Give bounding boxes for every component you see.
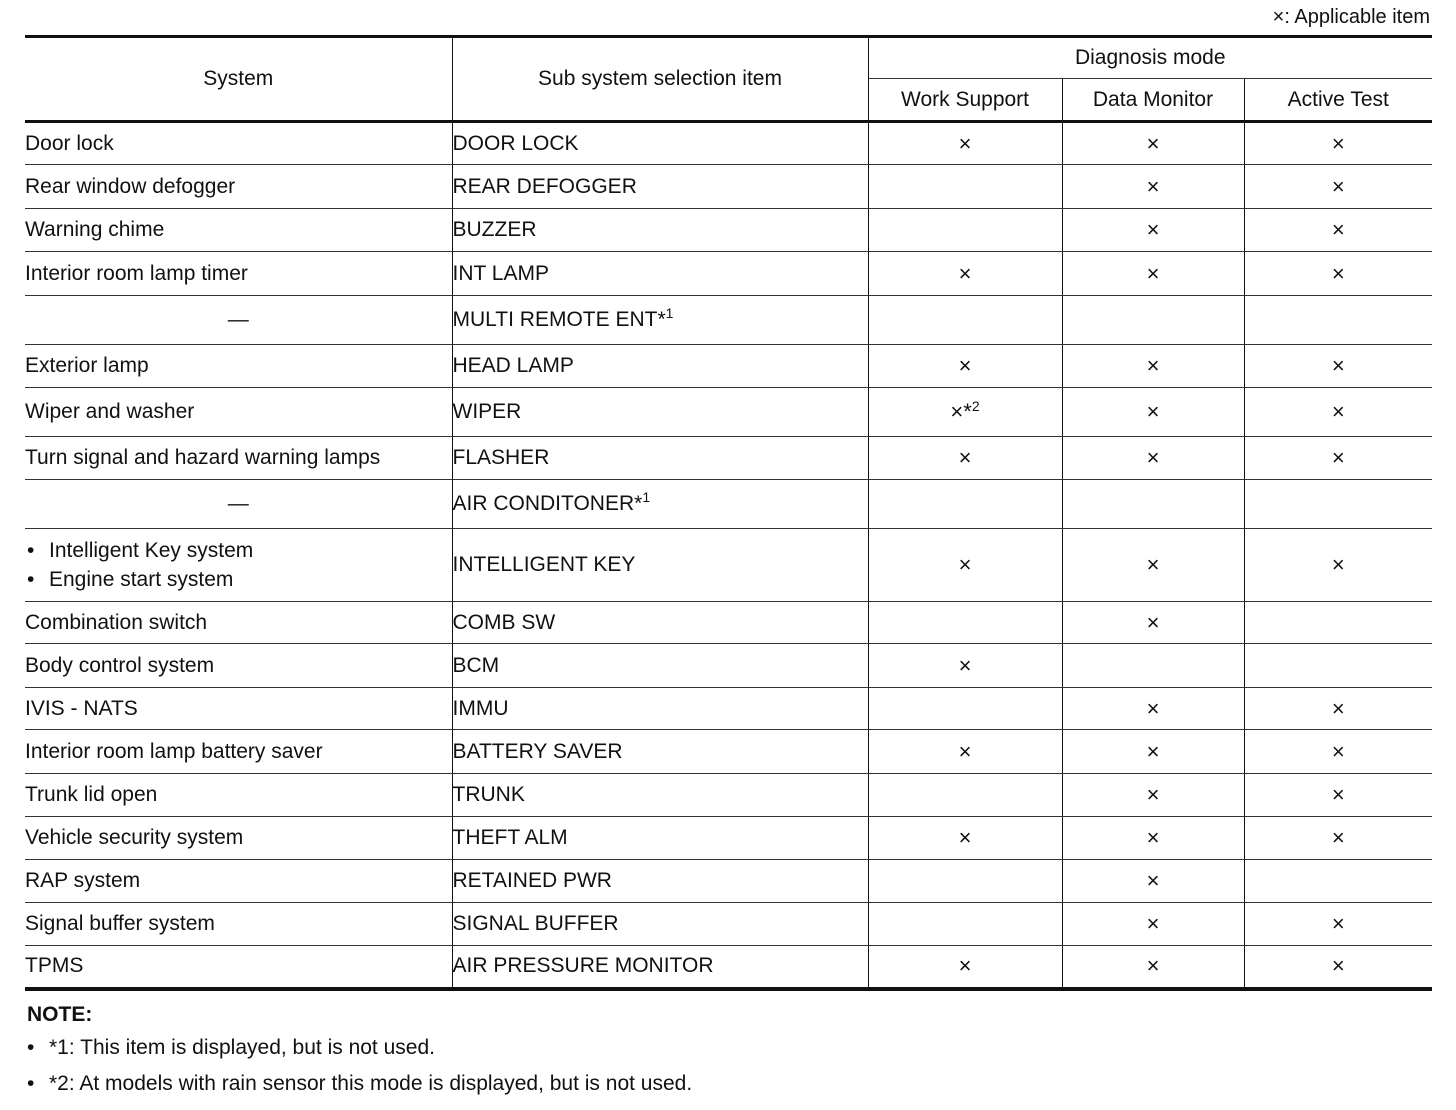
work-support-cell	[868, 122, 1062, 165]
system-cell	[25, 296, 452, 345]
active-test-cell	[1244, 122, 1432, 165]
work-support-cell	[868, 209, 1062, 252]
data-monitor-cell	[1062, 480, 1244, 529]
active-test-mark: ×	[1331, 695, 1345, 721]
active-test-cell	[1244, 296, 1432, 345]
work-support-mark: ×	[958, 652, 972, 678]
work-support-cell	[868, 644, 1062, 688]
active-test-mark: ×	[1331, 953, 1345, 979]
data-monitor-mark: ×	[1146, 825, 1160, 850]
sub-system-cell	[452, 730, 868, 774]
system-cell	[25, 480, 452, 529]
work-support-cell	[868, 817, 1062, 860]
system-name: Wiper and washer	[25, 400, 195, 423]
system-name: Interior room lamp battery saver	[25, 739, 323, 763]
active-test-cell	[1244, 730, 1432, 774]
system-bullet-text: Intelligent Key system	[49, 539, 254, 562]
note-bullet: •	[27, 1072, 35, 1095]
system-name: RAP system	[25, 869, 141, 892]
sub-system-name: HEAD LAMP	[452, 354, 574, 377]
table-row	[25, 388, 1432, 437]
data-monitor-mark: ×	[1146, 868, 1160, 893]
sub-system-name: INTELLIGENT KEY	[452, 553, 636, 576]
note-text: *2: At models with rain sensor this mode is displayed, but is not used.	[49, 1072, 693, 1095]
active-test-cell	[1244, 252, 1432, 296]
system-bullet-text: Engine start system	[49, 568, 234, 591]
header-sub-system: Sub system selection item	[452, 37, 868, 122]
sub-system-name: SIGNAL BUFFER	[452, 912, 619, 935]
active-test-cell	[1244, 165, 1432, 209]
sub-system-name: DOOR LOCK	[452, 131, 579, 155]
sub-system-name: TRUNK	[452, 783, 525, 806]
work-support-cell	[868, 480, 1062, 529]
sub-system-cell	[452, 602, 868, 644]
system-name: Interior room lamp timer	[25, 261, 248, 285]
data-monitor-mark: ×	[1146, 911, 1160, 936]
active-test-cell	[1244, 480, 1432, 529]
work-support-cell	[868, 860, 1062, 903]
diagnosis-mode-table	[25, 35, 1432, 991]
work-support-mark: ×	[958, 130, 972, 156]
table-row	[25, 480, 1432, 529]
system-cell	[25, 903, 452, 946]
table-row	[25, 252, 1432, 296]
system-cell	[25, 946, 452, 989]
note-item	[27, 1066, 692, 1102]
system-cell	[25, 388, 452, 437]
sub-system-cell	[452, 437, 868, 480]
footnote-ref: 1	[642, 489, 651, 505]
work-support-cell	[868, 529, 1062, 602]
table-row	[25, 903, 1432, 946]
data-monitor-cell	[1062, 644, 1244, 688]
bullet-glyph: •	[27, 539, 35, 562]
sub-system-cell	[452, 388, 868, 437]
work-support-cell	[868, 946, 1062, 989]
sub-system-cell	[452, 165, 868, 209]
system-cell	[25, 860, 452, 903]
system-cell	[25, 529, 452, 602]
active-test-cell	[1244, 388, 1432, 437]
active-test-cell	[1244, 437, 1432, 480]
active-test-mark: ×	[1331, 782, 1345, 807]
table-body	[25, 122, 1432, 989]
system-cell	[25, 774, 452, 817]
sub-system-cell	[452, 774, 868, 817]
active-test-mark: ×	[1331, 130, 1345, 156]
note-text: *1: This item is displayed, but is not used.	[49, 1036, 435, 1059]
table-row	[25, 165, 1432, 209]
sub-system-cell	[452, 903, 868, 946]
work-support-mark: ×*	[950, 399, 972, 424]
dash-placeholder: —	[227, 492, 249, 515]
sub-system-name: COMB SW	[452, 610, 556, 634]
sub-system-name: INT LAMP	[452, 261, 549, 285]
data-monitor-mark: ×	[1146, 173, 1160, 199]
table-row	[25, 817, 1432, 860]
work-support-cell	[868, 602, 1062, 644]
data-monitor-mark: ×	[1146, 953, 1160, 979]
data-monitor-cell	[1062, 165, 1244, 209]
data-monitor-cell	[1062, 252, 1244, 296]
system-cell	[25, 602, 452, 644]
sub-system-cell	[452, 345, 868, 388]
footnote-ref: 1	[665, 305, 674, 321]
sub-system-cell	[452, 817, 868, 860]
work-support-cell	[868, 252, 1062, 296]
active-test-mark: ×	[1331, 353, 1345, 378]
active-test-cell	[1244, 209, 1432, 252]
active-test-mark: ×	[1331, 399, 1345, 424]
active-test-mark: ×	[1331, 911, 1345, 936]
sub-system-name: BUZZER	[452, 218, 537, 241]
table-row	[25, 688, 1432, 730]
active-test-mark: ×	[1331, 173, 1345, 199]
system-name: Combination switch	[25, 610, 208, 634]
sub-system-cell	[452, 688, 868, 730]
sub-system-cell	[452, 946, 868, 989]
header-work-support: Work Support	[868, 79, 1062, 122]
active-test-cell	[1244, 602, 1432, 644]
sub-system-name: RETAINED PWR	[452, 869, 612, 892]
sub-system-cell	[452, 296, 868, 345]
work-support-cell	[868, 388, 1062, 437]
sub-system-cell	[452, 252, 868, 296]
header-diagnosis-mode: Diagnosis mode	[868, 37, 1432, 79]
applicable-item-legend: ×: Applicable item	[1272, 6, 1430, 28]
note-heading: NOTE:	[27, 1003, 93, 1026]
active-test-cell	[1244, 817, 1432, 860]
system-cell	[25, 644, 452, 688]
active-test-cell	[1244, 644, 1432, 688]
system-name: Exterior lamp	[25, 354, 149, 377]
work-support-mark: ×	[958, 445, 972, 470]
data-monitor-cell	[1062, 529, 1244, 602]
active-test-mark: ×	[1331, 260, 1345, 286]
table-row	[25, 296, 1432, 345]
table-header	[25, 37, 1432, 122]
data-monitor-mark: ×	[1146, 695, 1160, 721]
work-support-mark: ×	[958, 552, 972, 577]
sub-system-cell	[452, 480, 868, 529]
data-monitor-cell	[1062, 946, 1244, 989]
work-support-cell	[868, 296, 1062, 345]
data-monitor-cell	[1062, 860, 1244, 903]
data-monitor-cell	[1062, 903, 1244, 946]
sub-system-name: MULTI REMOTE ENT*	[452, 308, 666, 331]
table-row	[25, 529, 1432, 602]
work-support-cell	[868, 165, 1062, 209]
system-name: TPMS	[25, 954, 84, 978]
sub-system-name: FLASHER	[452, 446, 550, 469]
data-monitor-mark: ×	[1146, 217, 1160, 242]
sub-system-cell	[452, 644, 868, 688]
data-monitor-mark: ×	[1146, 782, 1160, 807]
data-monitor-mark: ×	[1146, 260, 1160, 286]
data-monitor-cell	[1062, 345, 1244, 388]
system-bullet-item	[25, 536, 452, 565]
data-monitor-mark: ×	[1146, 353, 1160, 378]
system-name: Turn signal and hazard warning lamps	[25, 446, 381, 469]
system-name: Warning chime	[25, 218, 165, 241]
work-support-cell	[868, 345, 1062, 388]
table-row	[25, 437, 1432, 480]
system-cell	[25, 209, 452, 252]
dash-placeholder: —	[227, 308, 249, 331]
sub-system-name: AIR CONDITONER*	[452, 492, 643, 515]
table-row	[25, 122, 1432, 165]
system-name: Signal buffer system	[25, 912, 215, 935]
sub-system-cell	[452, 122, 868, 165]
sub-system-name: AIR PRESSURE MONITOR	[452, 954, 714, 978]
data-monitor-mark: ×	[1146, 445, 1160, 470]
header-data-monitor: Data Monitor	[1062, 79, 1244, 122]
sub-system-cell	[452, 860, 868, 903]
data-monitor-cell	[1062, 296, 1244, 345]
active-test-cell	[1244, 946, 1432, 989]
sub-system-name: BATTERY SAVER	[452, 739, 623, 763]
work-support-cell	[868, 437, 1062, 480]
data-monitor-cell	[1062, 688, 1244, 730]
data-monitor-cell	[1062, 730, 1244, 774]
system-name: Vehicle security system	[25, 826, 244, 849]
active-test-cell	[1244, 345, 1432, 388]
system-bullet-item	[25, 565, 452, 594]
work-support-cell	[868, 730, 1062, 774]
sub-system-name: THEFT ALM	[452, 826, 568, 849]
data-monitor-cell	[1062, 388, 1244, 437]
data-monitor-mark: ×	[1146, 399, 1160, 424]
system-name: IVIS - NATS	[25, 696, 138, 720]
data-monitor-cell	[1062, 122, 1244, 165]
data-monitor-cell	[1062, 209, 1244, 252]
system-name: Rear window defogger	[25, 174, 236, 198]
table-row	[25, 602, 1432, 644]
active-test-mark: ×	[1331, 825, 1345, 850]
system-cell	[25, 345, 452, 388]
system-cell	[25, 817, 452, 860]
bullet-glyph: •	[27, 568, 35, 591]
work-support-cell	[868, 903, 1062, 946]
data-monitor-mark: ×	[1146, 738, 1160, 764]
note-item	[27, 1030, 692, 1066]
system-cell	[25, 122, 452, 165]
header-system: System	[25, 37, 452, 122]
data-monitor-cell	[1062, 602, 1244, 644]
note-bullet: •	[27, 1036, 35, 1059]
system-cell	[25, 688, 452, 730]
data-monitor-cell	[1062, 437, 1244, 480]
system-cell	[25, 252, 452, 296]
table-row	[25, 946, 1432, 989]
active-test-mark: ×	[1331, 217, 1345, 242]
sub-system-cell	[452, 209, 868, 252]
work-support-mark: ×	[958, 738, 972, 764]
data-monitor-cell	[1062, 774, 1244, 817]
active-test-cell	[1244, 529, 1432, 602]
sub-system-cell	[452, 529, 868, 602]
work-support-mark: ×	[958, 353, 972, 378]
active-test-mark: ×	[1331, 445, 1345, 470]
active-test-mark: ×	[1331, 738, 1345, 764]
header-active-test: Active Test	[1244, 79, 1432, 122]
table-row	[25, 345, 1432, 388]
active-test-mark: ×	[1331, 552, 1345, 577]
table-row	[25, 860, 1432, 903]
active-test-cell	[1244, 688, 1432, 730]
data-monitor-mark: ×	[1146, 609, 1160, 635]
sub-system-name: REAR DEFOGGER	[452, 174, 637, 198]
system-name: Door lock	[25, 131, 114, 155]
system-cell	[25, 437, 452, 480]
work-support-cell	[868, 774, 1062, 817]
active-test-cell	[1244, 774, 1432, 817]
table-row	[25, 774, 1432, 817]
work-support-mark: ×	[958, 825, 972, 850]
system-cell	[25, 165, 452, 209]
active-test-cell	[1244, 860, 1432, 903]
sub-system-name: IMMU	[452, 696, 509, 720]
system-cell	[25, 730, 452, 774]
table-row	[25, 730, 1432, 774]
data-monitor-cell	[1062, 817, 1244, 860]
table-row	[25, 209, 1432, 252]
system-name: Body control system	[25, 653, 215, 677]
system-name: Trunk lid open	[25, 783, 158, 806]
active-test-cell	[1244, 903, 1432, 946]
data-monitor-mark: ×	[1146, 130, 1160, 156]
work-support-cell	[868, 688, 1062, 730]
work-support-mark: ×	[958, 260, 972, 286]
data-monitor-mark: ×	[1146, 552, 1160, 577]
sub-system-name: BCM	[452, 653, 500, 677]
notes-section	[27, 1000, 692, 1102]
sub-system-name: WIPER	[452, 400, 522, 423]
footnote-ref: 2	[971, 398, 980, 414]
work-support-mark: ×	[958, 953, 972, 979]
table-row	[25, 644, 1432, 688]
